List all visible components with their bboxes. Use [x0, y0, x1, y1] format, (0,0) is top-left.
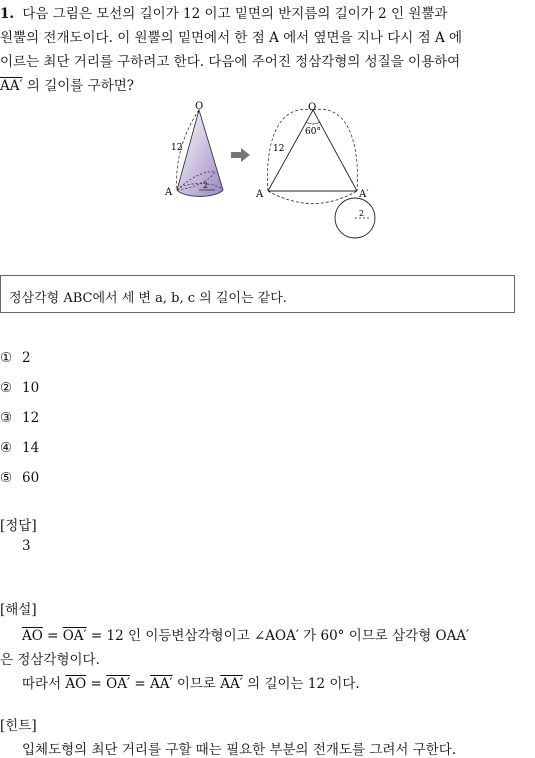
cone-radius-label: 2	[203, 181, 209, 190]
question-line-4: AA′ 의 길이를 구하면?	[0, 78, 134, 94]
cone-net-drawing	[255, 102, 375, 238]
option-3[interactable]: ③ 12	[0, 410, 40, 426]
answer-label: [정답]	[0, 518, 37, 534]
explanation-label: [해설]	[0, 602, 37, 618]
arrow-icon	[231, 148, 250, 162]
explanation-line-1: $\overline{AO} = OA' = 12$ 인 이등변삼각형이고 ∠AOA′ 가 60° 이므로 삼각형 OAA′	[22, 628, 470, 644]
net-right-label: A′	[359, 189, 369, 200]
cone-apex-label: O	[195, 101, 204, 112]
cone-base-label: A	[165, 187, 173, 198]
question-line-3: 이르는 최단 거리를 구하려고 한다. 다음에 주어진 정삼각형의 성질을 이용하여	[0, 54, 461, 70]
answer-value: 3	[22, 538, 31, 554]
option-2[interactable]: ② 10	[0, 380, 40, 396]
question-line-2: 원뿔의 전개도이다. 이 원뿔의 밑면에서 한 점 A 에서 옆면을 지나 다시 점 A 에	[0, 30, 463, 46]
question-number: 1.	[0, 6, 15, 22]
net-left-label: A	[256, 189, 264, 200]
cone-slant-label: 12	[171, 143, 183, 153]
option-4[interactable]: ④ 14	[0, 440, 40, 456]
hint-label: [힌트]	[0, 718, 37, 734]
cone-figure	[155, 98, 385, 248]
net-angle-label: 60°	[305, 127, 321, 137]
question-line-1: 1. 다음 그림은 모선의 길이가 12 이고 밑면의 반지름의 길이가 2 인 원뿔과	[0, 6, 448, 22]
hint-text: 입체도형의 최단 거리를 구할 때는 필요한 부분의 전개도를 그려서 구한다.	[22, 742, 457, 758]
net-radius-label: 2	[359, 209, 365, 218]
condition-text: 정삼각형 ABC에서 세 변 a, b, c 의 길이는 같다.	[9, 291, 287, 306]
net-slant-label: 12	[273, 144, 285, 154]
cone-drawing	[164, 101, 223, 198]
condition-box	[0, 275, 515, 313]
segment-aa-prime: AA′	[0, 78, 23, 94]
explanation-line-2: 은 정삼각형이다.	[0, 652, 100, 668]
explanation-line-3: 따라서 $\overline{AO} = OA' = AA'$ 이므로 AA′ 의 길이는 12 이다.	[22, 676, 360, 692]
net-angle-arc	[306, 122, 320, 124]
option-5[interactable]: ⑤ 60	[0, 470, 40, 486]
net-apex-label: O	[308, 102, 317, 113]
option-1[interactable]: ① 2	[0, 350, 31, 366]
